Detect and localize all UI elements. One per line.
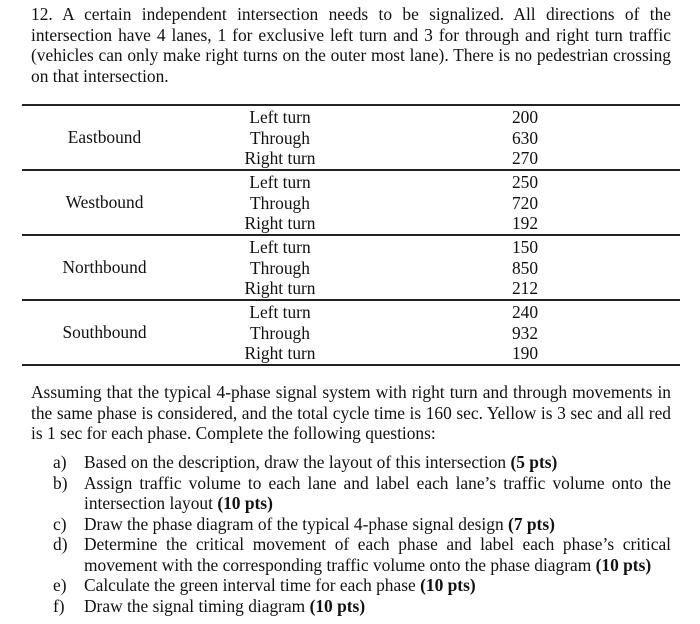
volume-value: 270 [511, 148, 539, 168]
traffic-volume-table [22, 104, 680, 366]
volume-value: 192 [511, 213, 539, 233]
movement-column [230, 302, 330, 364]
question-list [31, 452, 671, 616]
movement-label: Through [250, 192, 310, 213]
volume-value: 150 [511, 237, 539, 257]
volume-column [500, 237, 550, 299]
direction-label: Southbound [62, 322, 147, 342]
movement-label: Right turn [244, 213, 316, 233]
question-label: b) [53, 472, 68, 493]
movement-label: Left turn [249, 302, 311, 322]
question-points: (5 pts) [510, 452, 558, 472]
volume-column [500, 172, 550, 234]
movement-column [230, 237, 330, 299]
question-item [31, 575, 671, 596]
question-points: (10 pts) [309, 595, 366, 616]
volume-value: 250 [511, 172, 539, 192]
direction-label: Northbound [62, 257, 147, 277]
table-group-eastbound [22, 106, 680, 171]
assumption-paragraph: Assuming that the typical 4-phase signal system with right turn and through movements in the same phase is considered, and the total cycle time is 160 sec. Yellow is 3 sec and all red is 1 sec for each phase. Complete the following questions: [31, 382, 671, 443]
question-label: a) [53, 452, 67, 472]
movement-label: Through [250, 257, 310, 278]
movement-label: Left turn [249, 107, 311, 127]
table-group-westbound [22, 171, 680, 236]
volume-value: 190 [511, 343, 539, 363]
question-points: (7 pts) [508, 513, 555, 534]
question-label: d) [53, 534, 68, 554]
volume-value: 240 [511, 302, 539, 322]
volume-value: 850 [511, 257, 539, 278]
question-item [31, 452, 671, 473]
volume-value: 932 [511, 322, 539, 343]
movement-label: Right turn [244, 278, 316, 298]
volume-value: 720 [511, 192, 539, 213]
question-item [31, 473, 671, 514]
question-text: Determine the critical movement of each phase and label each phase’s critical movement with the corresponding traffic volume onto the phase diagram [84, 534, 671, 575]
question-points: (10 pts) [217, 493, 273, 513]
question-label: c) [53, 513, 67, 534]
question-item [31, 534, 671, 575]
movement-label: Right turn [244, 148, 316, 168]
movement-column [230, 107, 330, 169]
movement-label: Through [250, 322, 310, 343]
volume-value: 212 [511, 278, 539, 298]
question-text: Based on the description, draw the layout of this intersection [84, 452, 507, 472]
question-text: Draw the phase diagram of the typical 4-phase signal design [84, 513, 504, 534]
movement-label: Right turn [244, 343, 316, 363]
question-item [31, 596, 671, 617]
question-points: (10 pts) [420, 575, 476, 595]
problem-statement: 12. A certain independent intersection needs to be signalized. All directions of the intersection have 4 lanes, 1 for exclusive left turn and 3 for through and right turn traffic (vehicles can only make right turns on the outer most lane). There is no pedestrian crossing on that intersection. [31, 4, 671, 86]
volume-value: 200 [511, 107, 539, 127]
direction-label: Westbound [65, 192, 144, 212]
question-text: Draw the signal timing diagram [84, 595, 306, 616]
question-label: e) [53, 575, 67, 595]
table-group-northbound [22, 236, 680, 301]
question-text: Assign traffic volume to each lane and label each lane’s traffic volume onto the intersection layout [84, 472, 671, 513]
question-item [31, 514, 671, 535]
question-points: (10 pts) [595, 554, 652, 575]
table-group-southbound [22, 301, 680, 366]
question-text: Calculate the green interval time for each phase [84, 575, 416, 595]
movement-label: Through [250, 127, 310, 148]
volume-column [500, 302, 550, 364]
volume-value: 630 [511, 127, 539, 148]
question-label: f) [53, 595, 65, 616]
volume-column [500, 107, 550, 169]
movement-label: Left turn [249, 172, 311, 192]
movement-column [230, 172, 330, 234]
direction-label: Eastbound [67, 127, 142, 147]
movement-label: Left turn [249, 237, 311, 257]
